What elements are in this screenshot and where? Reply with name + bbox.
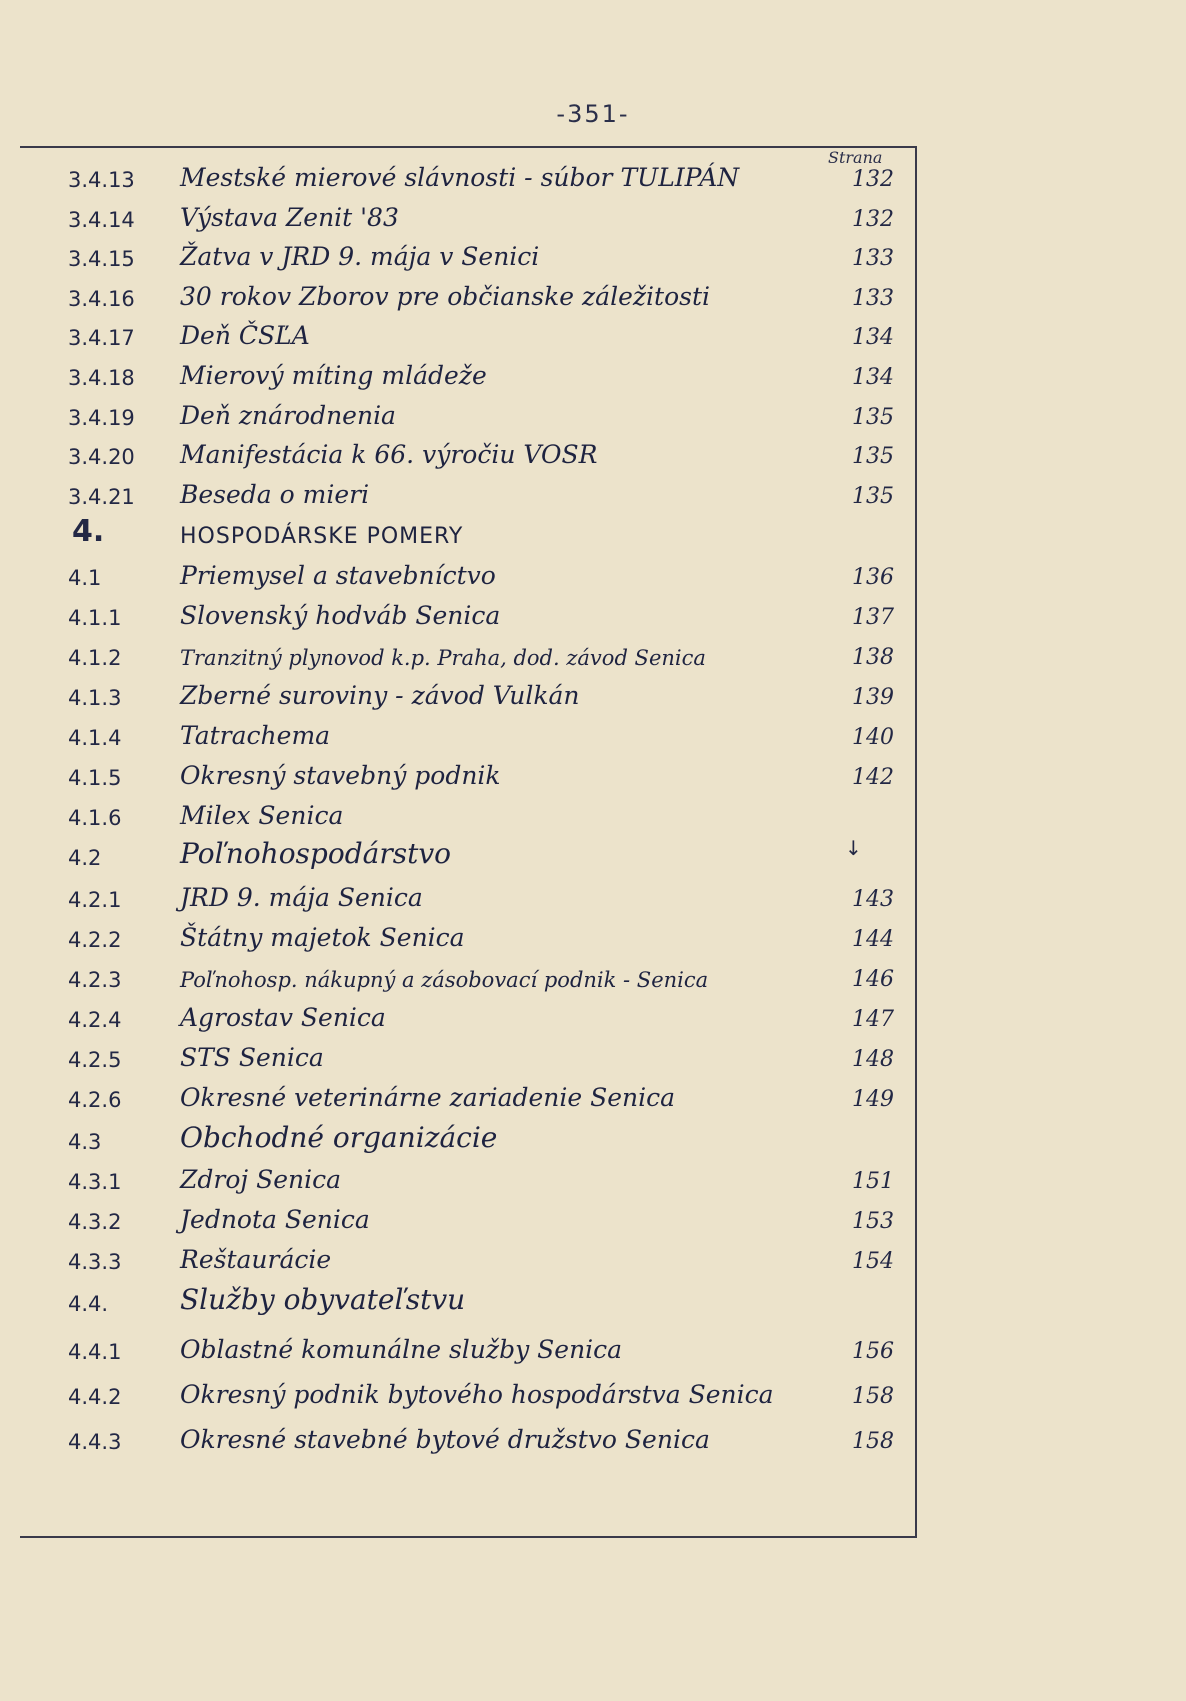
- entry-page: 154: [852, 1249, 894, 1274]
- entry-number: 4.1.1: [68, 606, 122, 630]
- toc-entry: [20, 316, 917, 354]
- entry-number: 3.4.19: [68, 406, 135, 430]
- toc-entry: [20, 676, 917, 714]
- entry-title: Slovenský hodváb Senica: [180, 601, 501, 630]
- entry-number: 3.4.21: [68, 485, 135, 509]
- entry-title: Agrostav Senica: [180, 1003, 386, 1032]
- entry-number: 3.4.13: [68, 168, 135, 192]
- entry-title: Reštaurácie: [180, 1245, 332, 1274]
- entry-number: 4.4.1: [68, 1340, 122, 1364]
- entry-number: 4.3.2: [68, 1210, 122, 1234]
- toc-section-heading: [20, 1120, 917, 1158]
- entry-title: Štátny majetok Senica: [180, 923, 465, 952]
- entry-page: 133: [852, 246, 894, 271]
- toc-entry: [20, 396, 917, 434]
- entry-number: 4.1.3: [68, 686, 122, 710]
- entry-page: 148: [852, 1047, 894, 1072]
- entry-number: 4.1.5: [68, 766, 122, 790]
- entry-title: Beseda o mieri: [180, 480, 370, 509]
- toc-entry: [20, 435, 917, 473]
- entry-title: Mestské mierové slávnosti - súbor TULIPÁN: [180, 163, 740, 192]
- entry-number: 4.1: [68, 566, 102, 590]
- toc-entry: [20, 796, 917, 834]
- toc-entry: [20, 636, 917, 674]
- entry-page: 134: [852, 325, 894, 350]
- entry-page: 140: [852, 725, 894, 750]
- toc-entry: [20, 1200, 917, 1238]
- entry-number: 4.1.2: [68, 646, 122, 670]
- entry-number: 3.4.15: [68, 247, 135, 271]
- entry-number: 3.4.20: [68, 445, 135, 469]
- entry-title: Tatrachema: [180, 721, 331, 750]
- entry-title: Poľnohospodárstvo: [180, 837, 452, 870]
- toc-entry: [20, 958, 917, 996]
- chapter-number: 4.: [72, 514, 105, 549]
- entry-number: 4.2.5: [68, 1048, 122, 1072]
- entry-page: 135: [852, 484, 894, 509]
- entry-title: Milex Senica: [180, 801, 344, 830]
- entry-page: 156: [852, 1339, 894, 1364]
- entry-number: 4.2.2: [68, 928, 122, 952]
- toc-entry: [20, 1420, 917, 1458]
- entry-title: JRD 9. mája Senica: [180, 883, 423, 912]
- entry-title: Výstava Zenit '83: [180, 203, 399, 232]
- entry-page: 136: [852, 565, 894, 590]
- toc-entry: [20, 237, 917, 275]
- toc-entry: [20, 918, 917, 956]
- entry-page: 143: [852, 887, 894, 912]
- entry-title: Zberné suroviny - závod Vulkán: [180, 681, 580, 710]
- toc-entry: [20, 1160, 917, 1198]
- toc-entry: [20, 998, 917, 1036]
- toc-entry: [20, 878, 917, 916]
- entry-title: Priemysel a stavebníctvo: [180, 561, 496, 590]
- toc-entry: [20, 277, 917, 315]
- entry-page: 134: [852, 365, 894, 390]
- entry-page: 153: [852, 1209, 894, 1234]
- entry-number: 4.2: [68, 846, 102, 870]
- toc-chapter-heading: [20, 515, 917, 553]
- entry-title: Deň ČSĽA: [180, 321, 310, 350]
- entry-page: 151: [852, 1169, 894, 1194]
- entry-page: 149: [852, 1087, 894, 1112]
- chapter-title: HOSPODÁRSKE POMERY: [180, 524, 464, 549]
- entry-number: 4.3.3: [68, 1250, 122, 1274]
- toc-entry: [20, 1375, 917, 1413]
- page-number: -351-: [556, 100, 630, 128]
- entry-title: Okresné veterinárne zariadenie Senica: [180, 1083, 676, 1112]
- toc-entry: [20, 1240, 917, 1278]
- entry-number: 4.2.3: [68, 968, 122, 992]
- entry-number: 3.4.14: [68, 208, 135, 232]
- toc-entry: [20, 198, 917, 236]
- entry-title: Obchodné organizácie: [180, 1121, 498, 1154]
- entry-page: 132: [852, 167, 894, 192]
- entry-number: 4.4.3: [68, 1430, 122, 1454]
- entry-title: Okresné stavebné bytové družstvo Senica: [180, 1425, 710, 1454]
- entry-number: 4.3: [68, 1130, 102, 1154]
- toc-entry: [20, 356, 917, 394]
- entry-title: Okresný podnik bytového hospodárstva Senica: [180, 1380, 774, 1409]
- entry-page: 132: [852, 207, 894, 232]
- entry-title: Jednota Senica: [180, 1205, 370, 1234]
- toc-entry: [20, 716, 917, 754]
- entry-title: Oblastné komunálne služby Senica: [180, 1335, 623, 1364]
- entry-title: Zdroj Senica: [180, 1165, 341, 1194]
- continuation-arrow: ↓: [845, 836, 862, 860]
- entry-page: 147: [852, 1007, 894, 1032]
- entry-title: STS Senica: [180, 1043, 324, 1072]
- entry-number: 3.4.16: [68, 287, 135, 311]
- toc-entry: [20, 1038, 917, 1076]
- entry-number: 4.4.2: [68, 1385, 122, 1409]
- entry-page: 135: [852, 444, 894, 469]
- entry-title: Služby obyvateľstvu: [180, 1283, 466, 1316]
- entry-number: 4.4.: [68, 1292, 109, 1316]
- entry-page: 142: [852, 765, 894, 790]
- entry-number: 4.2.6: [68, 1088, 122, 1112]
- entry-page: 144: [852, 927, 894, 952]
- entry-page: 158: [852, 1429, 894, 1454]
- entry-title: Tranzitný plynovod k.p. Praha, dod. závod Senica: [180, 646, 706, 670]
- entry-page: 133: [852, 286, 894, 311]
- entry-page: 139: [852, 685, 894, 710]
- toc-entry: [20, 475, 917, 513]
- entry-number: 3.4.17: [68, 326, 135, 350]
- entry-page: 146: [852, 967, 894, 992]
- entry-page: 138: [852, 645, 894, 670]
- entry-title: Mierový míting mládeže: [180, 361, 487, 390]
- toc-entry: [20, 158, 917, 196]
- entry-title: Okresný stavebný podnik: [180, 761, 501, 790]
- entry-title: 30 rokov Zborov pre občianske záležitosti: [180, 282, 711, 311]
- entry-number: 4.2.1: [68, 888, 122, 912]
- entry-number: 4.1.6: [68, 806, 122, 830]
- entry-page: 135: [852, 405, 894, 430]
- entry-number: 4.1.4: [68, 726, 122, 750]
- toc-entry: [20, 1078, 917, 1116]
- entry-title: Poľnohosp. nákupný a zásobovací podnik - Senica: [180, 968, 709, 992]
- toc-entry: [20, 596, 917, 634]
- entry-number: 3.4.18: [68, 366, 135, 390]
- entry-title: Manifestácia k 66. výročiu VOSR: [180, 440, 598, 469]
- entry-number: 4.3.1: [68, 1170, 122, 1194]
- entry-title: Žatva v JRD 9. mája v Senici: [180, 242, 540, 271]
- entry-number: 4.2.4: [68, 1008, 122, 1032]
- toc-entry: [20, 556, 917, 594]
- toc-section-heading: [20, 836, 917, 874]
- toc-entry: [20, 756, 917, 794]
- entry-page: 137: [852, 605, 894, 630]
- toc-section-heading: [20, 1282, 917, 1320]
- entry-title: Deň znárodnenia: [180, 401, 396, 430]
- page-column-header: Strana: [828, 148, 883, 167]
- toc-entry: [20, 1330, 917, 1368]
- entry-page: 158: [852, 1384, 894, 1409]
